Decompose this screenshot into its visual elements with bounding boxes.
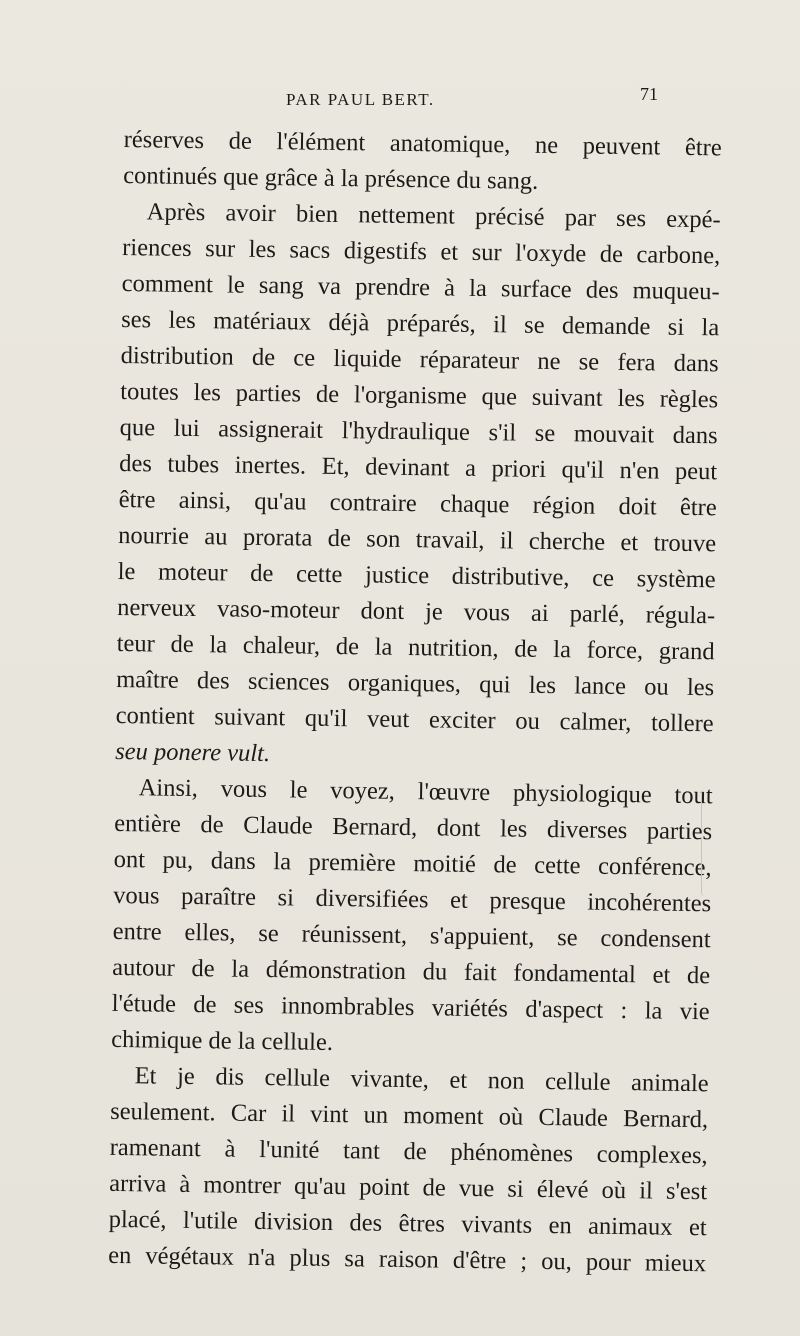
text-line: autour de la démonstration du fait fondamental et de — [112, 953, 711, 990]
text-line: teur de la chaleur, de la nutrition, de la force, grand — [116, 629, 715, 666]
text-line: ont pu, dans la première moitié de cette conférence, — [113, 845, 712, 882]
text-line: comment le sang va prendre à la surface des muqueu- — [121, 269, 720, 306]
text-line: vous paraître si diversifiées et presque incohérentes — [113, 881, 712, 918]
text-line: ramenant à l'unité tant de phénomènes complexes, — [109, 1133, 708, 1170]
text-line: chimique de la cellule. — [111, 1025, 334, 1057]
text-line: arriva à montrer qu'au point de vue si élevé où il s'est — [108, 1169, 708, 1206]
text-line: des tubes inertes. Et, devinant a priori qu'il n'en peut — [119, 449, 718, 486]
text-line: placé, l'utile division des êtres vivants en animaux et — [108, 1205, 707, 1242]
text-line: entre elles, se réunissent, s'appuient, se condensent — [112, 917, 711, 954]
text-line: en végétaux n'a plus sa raison d'être ; ou, pour mieux — [107, 1241, 707, 1278]
page-header — [0, 84, 800, 114]
text-line: nerveux vaso-moteur dont je vous ai parlé, régula- — [117, 593, 716, 630]
page-edge-mark — [701, 836, 708, 896]
text-line: l'étude de ses innombrables variétés d'aspect : la vie — [111, 989, 710, 1026]
text-line: entière de Claude Bernard, dont les diverses parties — [114, 809, 713, 846]
text-line: seulement. Car il vint un moment où Claude Bernard, — [109, 1097, 709, 1134]
text-line: nourrie au prorata de son travail, il cherche et trouve — [118, 521, 717, 558]
text-line: Après avoir bien nettement précisé par ses expé- — [146, 198, 721, 234]
text-line: distribution de ce liquide réparateur ne se fera dans — [120, 341, 719, 378]
text-line: riences sur les sacs digestifs et sur l'oxyde de carbone, — [122, 233, 721, 270]
text-line: réserves de l'élément anatomique, ne peuvent être — [123, 125, 722, 162]
running-head: PAR PAUL BERT. — [286, 90, 435, 109]
text-line: seu ponere vult. — [115, 737, 271, 768]
text-line: ses les matériaux déjà préparés, il se demande si la — [121, 305, 720, 342]
text-line: toutes les parties de l'organisme que suivant les règles — [120, 377, 719, 414]
text-line: maître des sciences organiques, qui les lance ou les — [116, 665, 715, 702]
page-number: 71 — [640, 84, 658, 104]
page-edge-mark — [701, 790, 708, 830]
text-line: Et je dis cellule vivante, et non cellule animale — [134, 1062, 709, 1098]
body-text — [108, 122, 722, 1282]
text-line: que lui assignerait l'hydraulique s'il se mouvait dans — [119, 413, 718, 450]
text-line: contient suivant qu'il veut exciter ou calmer, tollere — [115, 701, 714, 738]
text-line: être ainsi, qu'au contraire chaque région doit être — [118, 485, 717, 522]
text-line: continués que grâce à la présence du sang. — [123, 161, 539, 195]
text-line: le moteur de cette justice distributive, ce système — [117, 557, 716, 594]
text-line: Ainsi, vous le voyez, l'œuvre physiologique tout — [138, 774, 713, 810]
